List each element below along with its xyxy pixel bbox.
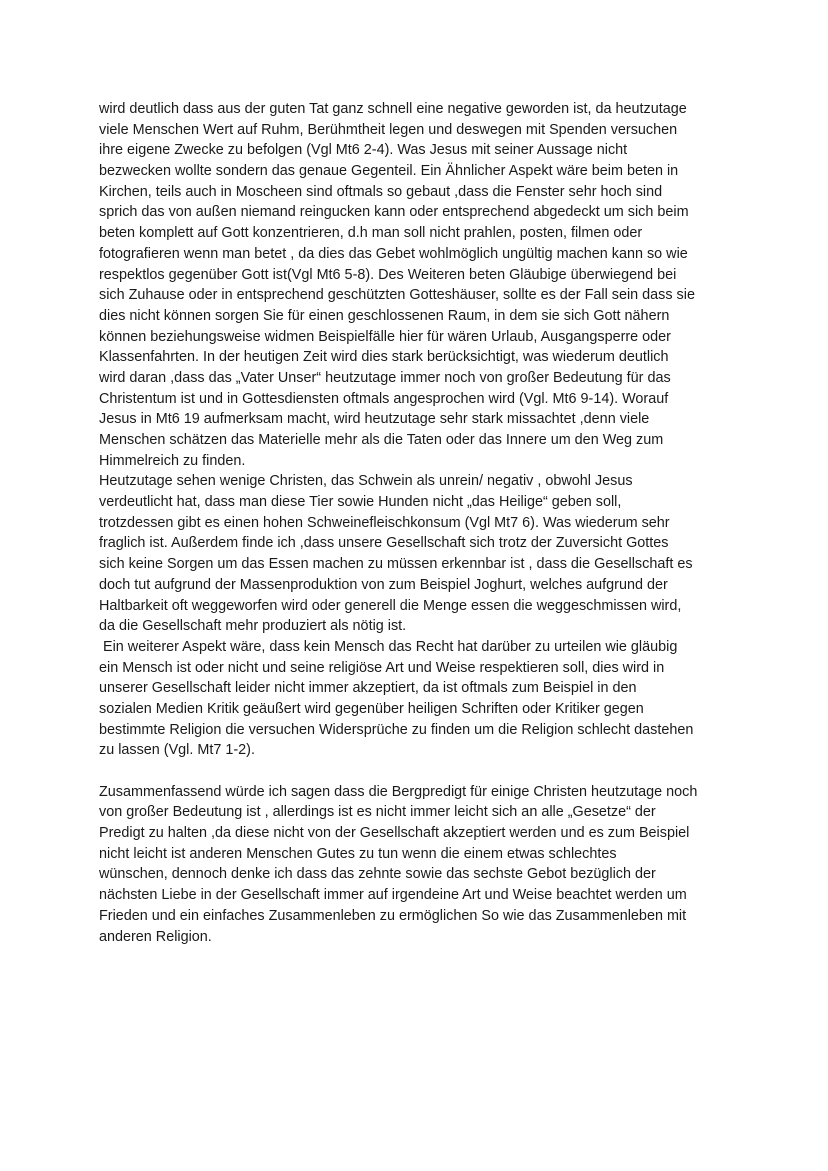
text-line: anderen Religion. xyxy=(99,928,212,945)
text-line: wünschen, dennoch denke ich dass das zehnte sowie das sechste Gebot bezüglich der xyxy=(99,866,656,883)
paragraph-1 xyxy=(99,99,739,471)
text-line: Heutzutage sehen wenige Christen, das Schwein als unrein/ negativ , obwohl Jesus xyxy=(99,473,633,490)
text-line: ein Mensch ist oder nicht und seine religiöse Art und Weise respektieren soll, dies wird in xyxy=(99,659,665,676)
text-line: wird daran ,dass das „Vater Unser“ heutzutage immer noch von großer Bedeutung für das xyxy=(99,369,671,386)
text-line: verdeutlicht hat, dass man diese Tier sowie Hunden nicht „das Heilige“ geben soll, xyxy=(99,494,622,511)
text-line: Predigt zu halten ,da diese nicht von der Gesellschaft akzeptiert werden und es zum Beispiel xyxy=(99,825,690,842)
text-line: sich Zuhause oder in entsprechend geschützten Gotteshäuser, sollte es der Fall sein dass sie xyxy=(99,287,695,304)
text-line: zu lassen (Vgl. Mt7 1-2). xyxy=(99,742,255,759)
text-line: Zusammenfassend würde ich sagen dass die Bergpredigt für einige Christen heutzutage noch xyxy=(99,783,698,800)
paragraph-4 xyxy=(99,782,739,948)
text-line: sprich das von außen niemand reingucken kann oder entsprechend abgedeckt um sich beim xyxy=(99,204,689,221)
text-line: von großer Bedeutung ist , allerdings ist es nicht immer leicht sich an alle „Gesetze“ der xyxy=(99,804,656,821)
text-line: Himmelreich zu finden. xyxy=(99,452,246,469)
text-line: bezwecken wollte sondern das genaue Gegenteil. Ein Ähnlicher Aspekt wäre beim beten in xyxy=(99,163,679,180)
text-line: fraglich ist. Außerdem finde ich ,dass unsere Gesellschaft sich trotz der Zuversicht Gottes xyxy=(99,535,669,552)
text-line: Klassenfahrten. In der heutigen Zeit wird dies stark berücksichtigt, was wiederum deutlich xyxy=(99,349,669,366)
text-line: Menschen schätzen das Materielle mehr als die Taten oder das Innere um den Weg zum xyxy=(99,432,664,448)
text-line: bestimmte Religion die versuchen Widersprüche zu finden um die Religion schlecht dastehen xyxy=(99,721,694,738)
paragraph-2 xyxy=(99,471,739,637)
text-line: trotzdessen gibt es einen hohen Schweinefleischkonsum (Vgl Mt7 6). Was wiederum sehr xyxy=(99,514,670,531)
text-line: sozialen Medien Kritik geäußert wird gegenüber heiligen Schriften oder Kritiker gegen xyxy=(99,700,644,717)
text-line: viele Menschen Wert auf Ruhm, Berühmtheit legen und deswegen mit Spenden versuchen xyxy=(99,121,678,138)
text-line: Jesus in Mt6 19 aufmerksam macht, wird heutzutage sehr stark missachtet ,denn viele xyxy=(99,411,650,428)
text-line: können beziehungsweise widmen Beispielfälle hier für wären Urlaub, Ausgangsperre oder xyxy=(99,328,671,345)
paragraph-3 xyxy=(99,637,739,761)
paragraph-spacer xyxy=(99,761,739,782)
text-line: doch tut aufgrund der Massenproduktion von zum Beispiel Joghurt, welches aufgrund der xyxy=(99,576,668,593)
text-line: da die Gesellschaft mehr produziert als nötig ist. xyxy=(99,618,407,635)
text-line: dies nicht können sorgen Sie für einen geschlossenen Raum, in dem sie sich Gott nähern xyxy=(99,307,670,324)
text-line: beten komplett auf Gott konzentrieren, d.h man soll nicht prahlen, posten, filmen oder xyxy=(99,225,643,242)
text-line: Kirchen, teils auch in Moscheen sind oftmals so gebaut ,dass die Fenster sehr hoch sind xyxy=(99,183,663,200)
text-line: respektlos gegenüber Gott ist(Vgl Mt6 5-8). Des Weiteren beten Gläubige überwiegend bei xyxy=(99,266,677,283)
text-line: fotografieren wenn man betet , da dies das Gebet wohlmöglich ungültig machen kann so wie xyxy=(99,245,688,262)
text-line: ihre eigene Zwecke zu befolgen (Vgl Mt6 2-4). Was Jesus mit seiner Aussage nicht xyxy=(99,142,628,159)
text-line: Frieden und ein einfaches Zusammenleben zu ermöglichen So wie das Zusammenleben mit xyxy=(99,907,687,924)
text-line: Christentum ist und in Gottesdiensten oftmals angesprochen wird (Vgl. Mt6 9-14). Worauf xyxy=(99,390,669,407)
document-body xyxy=(99,99,739,947)
text-line: Ein weiterer Aspekt wäre, dass kein Mensch das Recht hat darüber zu urteilen wie gläubig xyxy=(99,638,678,655)
text-line: Haltbarkeit oft weggeworfen wird oder generell die Menge essen die weggeschmissen wird, xyxy=(99,597,682,614)
text-line: nächsten Liebe in der Gesellschaft immer auf irgendeine Art und Weise beachtet werden um xyxy=(99,887,687,904)
text-line: nicht leicht ist anderen Menschen Gutes zu tun wenn die einem etwas schlechtes xyxy=(99,845,617,862)
text-line: wird deutlich dass aus der guten Tat ganz schnell eine negative geworden ist, da heutzutage xyxy=(99,101,687,117)
text-line: unserer Gesellschaft leider nicht immer akzeptiert, da ist oftmals zum Beispiel in den xyxy=(99,680,637,697)
text-line: sich keine Sorgen um das Essen machen zu müssen erkennbar ist , dass die Gesellschaft es xyxy=(99,556,693,573)
